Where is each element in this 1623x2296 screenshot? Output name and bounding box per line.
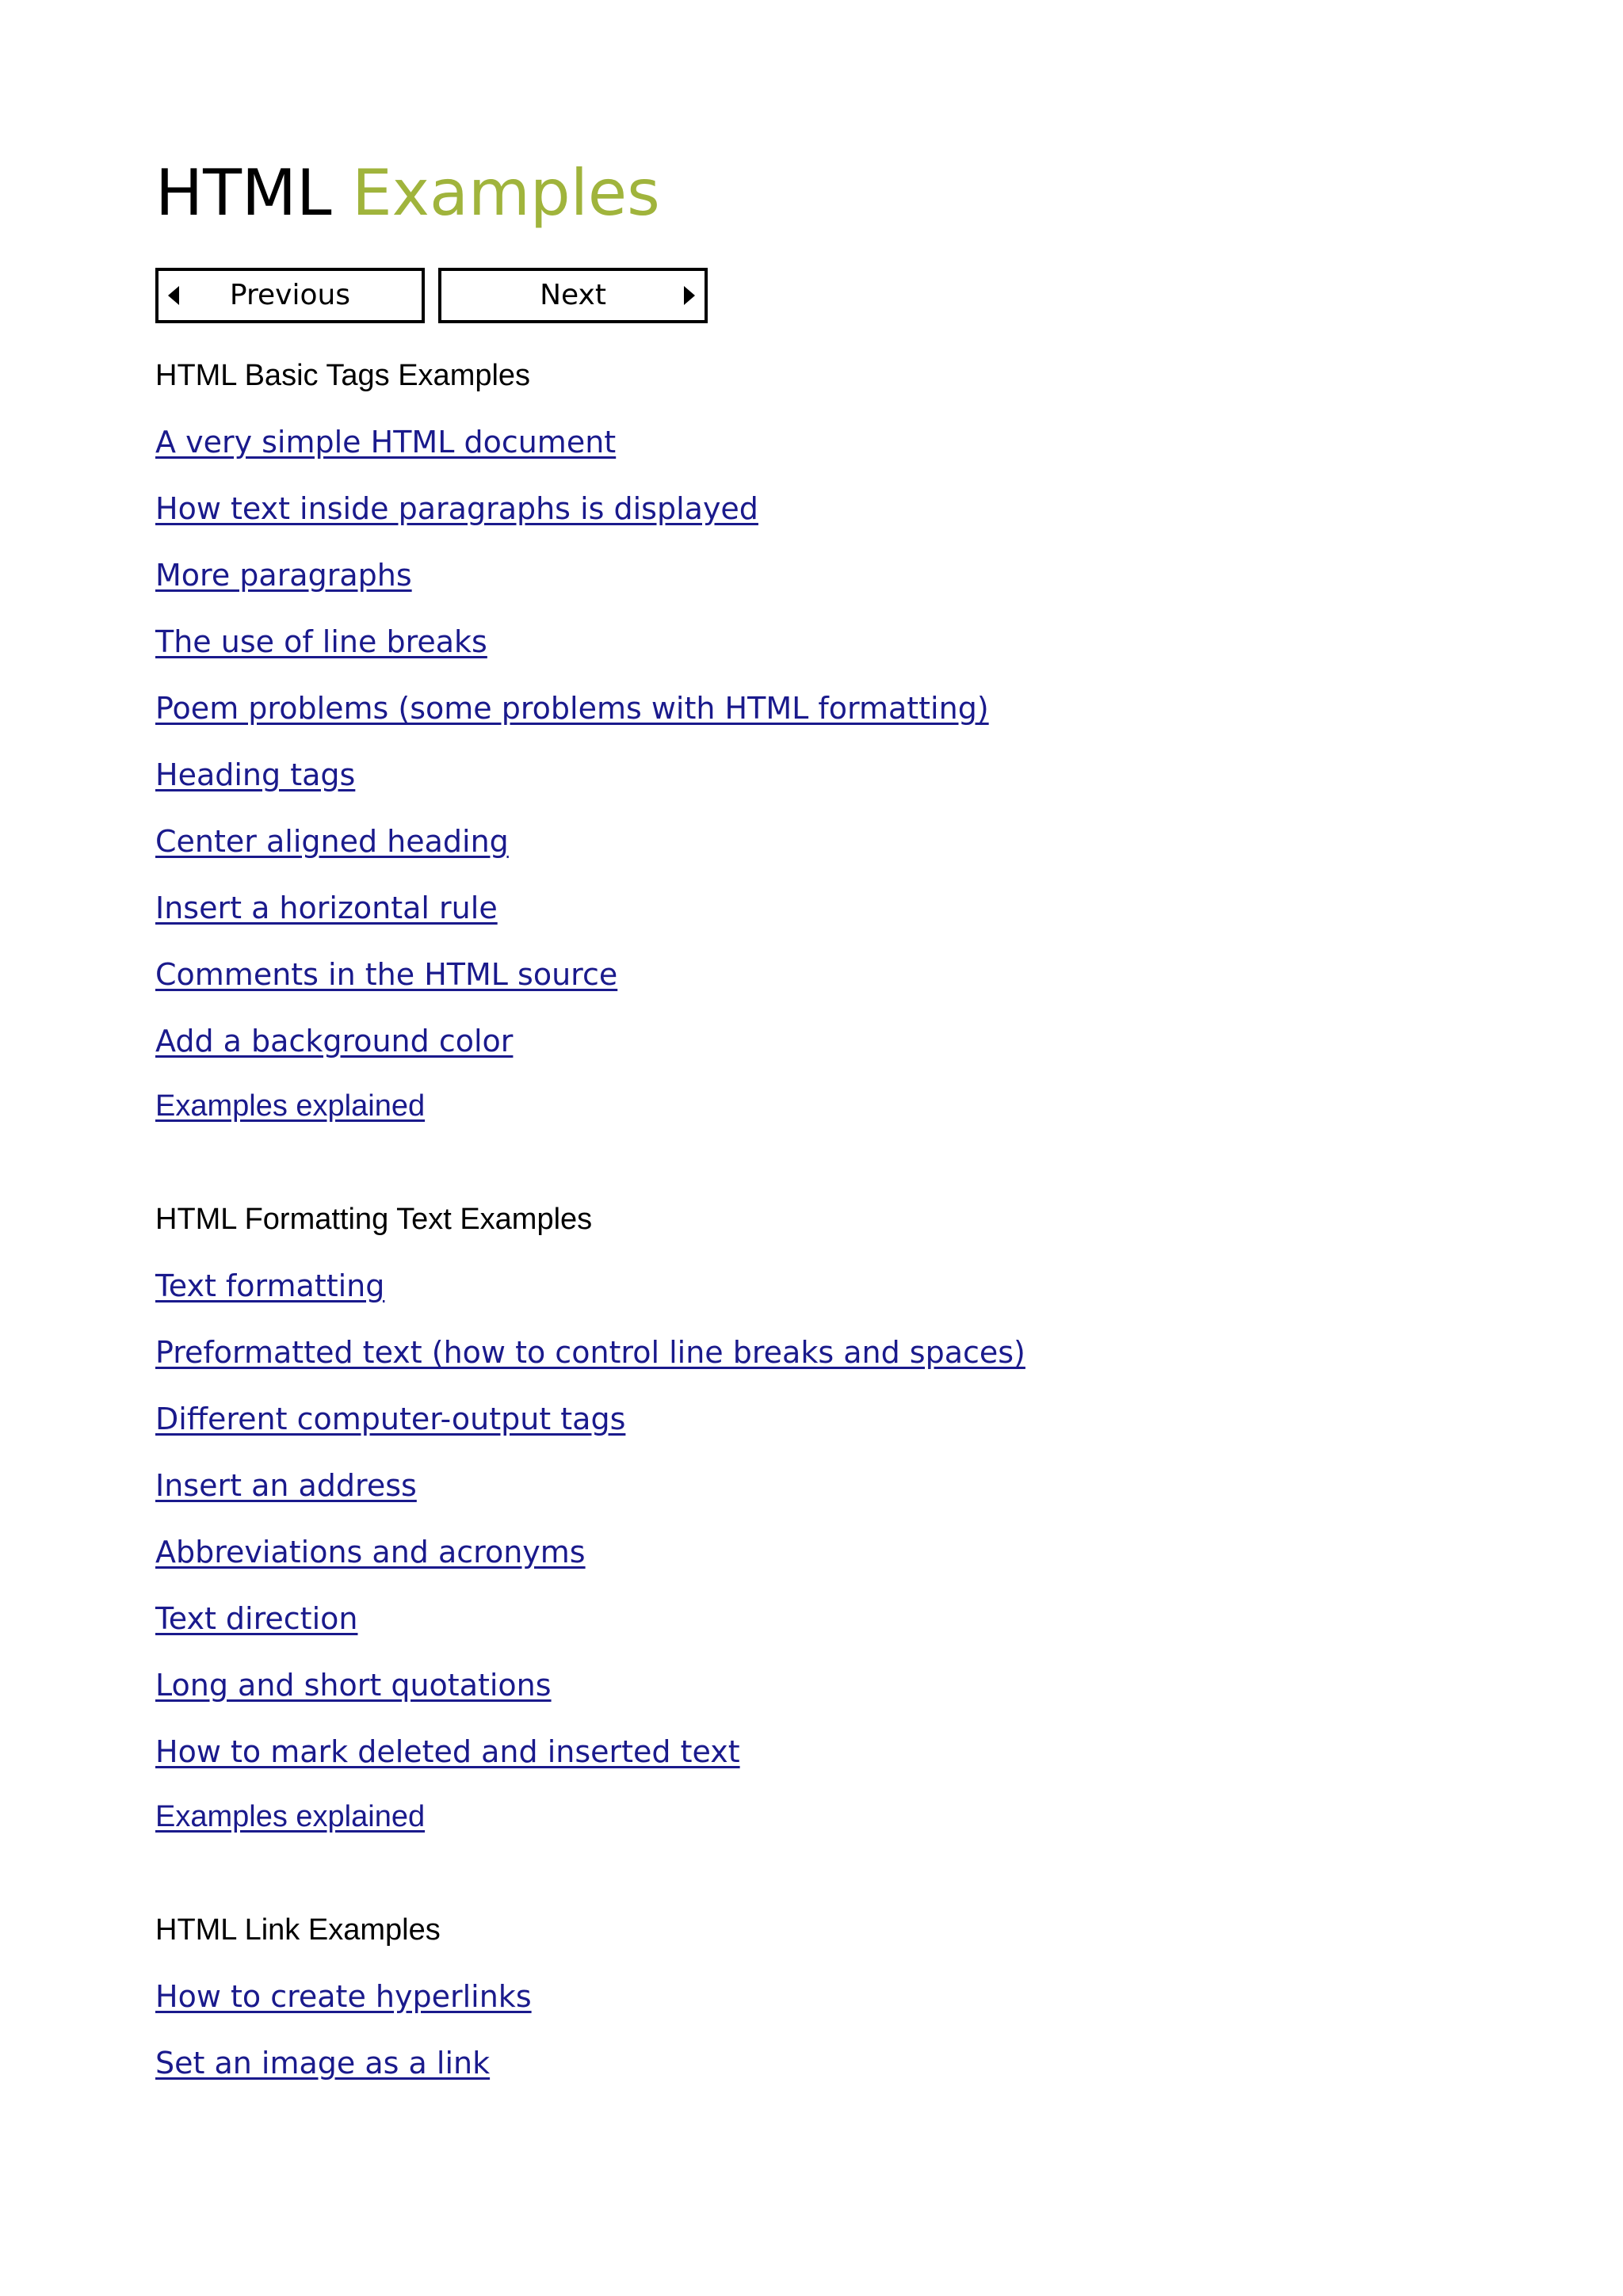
section-title-basic-tags: HTML Basic Tags Examples <box>155 359 531 392</box>
page-title <box>155 155 660 231</box>
example-link[interactable]: Preformatted text (how to control line breaks and spaces) <box>155 1335 1025 1370</box>
example-link[interactable]: Abbreviations and acronyms <box>155 1535 586 1569</box>
example-link[interactable]: A very simple HTML document <box>155 425 617 460</box>
previous-button[interactable] <box>155 268 425 323</box>
next-button-label: Next <box>540 279 606 311</box>
example-link[interactable]: Text formatting <box>155 1268 385 1303</box>
example-link[interactable]: Long and short quotations <box>155 1668 552 1703</box>
example-link[interactable]: Poem problems (some problems with HTML formatting) <box>155 691 989 726</box>
example-link[interactable]: How to mark deleted and inserted text <box>155 1734 740 1769</box>
example-link[interactable]: Heading tags <box>155 757 356 792</box>
example-link[interactable]: Set an image as a link <box>155 2046 491 2081</box>
examples-explained-link[interactable]: Examples explained <box>155 1089 426 1123</box>
arrow-right-icon <box>684 286 695 305</box>
example-link[interactable]: Text direction <box>155 1601 358 1636</box>
example-link[interactable]: How to create hyperlinks <box>155 1979 532 2014</box>
example-link[interactable]: The use of line breaks <box>155 624 487 659</box>
example-link[interactable]: Add a background color <box>155 1024 514 1058</box>
example-link[interactable]: More paragraphs <box>155 558 412 593</box>
examples-explained-link[interactable]: Examples explained <box>155 1800 426 1833</box>
page-title-main: HTML <box>155 156 332 230</box>
section-title-links: HTML Link Examples <box>155 1913 441 1947</box>
arrow-left-icon <box>168 286 179 305</box>
example-link[interactable]: Insert an address <box>155 1468 417 1503</box>
example-link[interactable]: How text inside paragraphs is displayed <box>155 491 758 526</box>
next-button[interactable] <box>438 268 708 323</box>
example-link[interactable]: Comments in the HTML source <box>155 957 618 992</box>
example-link[interactable]: Insert a horizontal rule <box>155 891 498 925</box>
section-title-formatting: HTML Formatting Text Examples <box>155 1203 593 1236</box>
example-link[interactable]: Different computer-output tags <box>155 1402 626 1436</box>
previous-button-label: Previous <box>229 279 351 311</box>
example-link[interactable]: Center aligned heading <box>155 824 509 859</box>
page-title-accent: Examples <box>352 156 660 230</box>
